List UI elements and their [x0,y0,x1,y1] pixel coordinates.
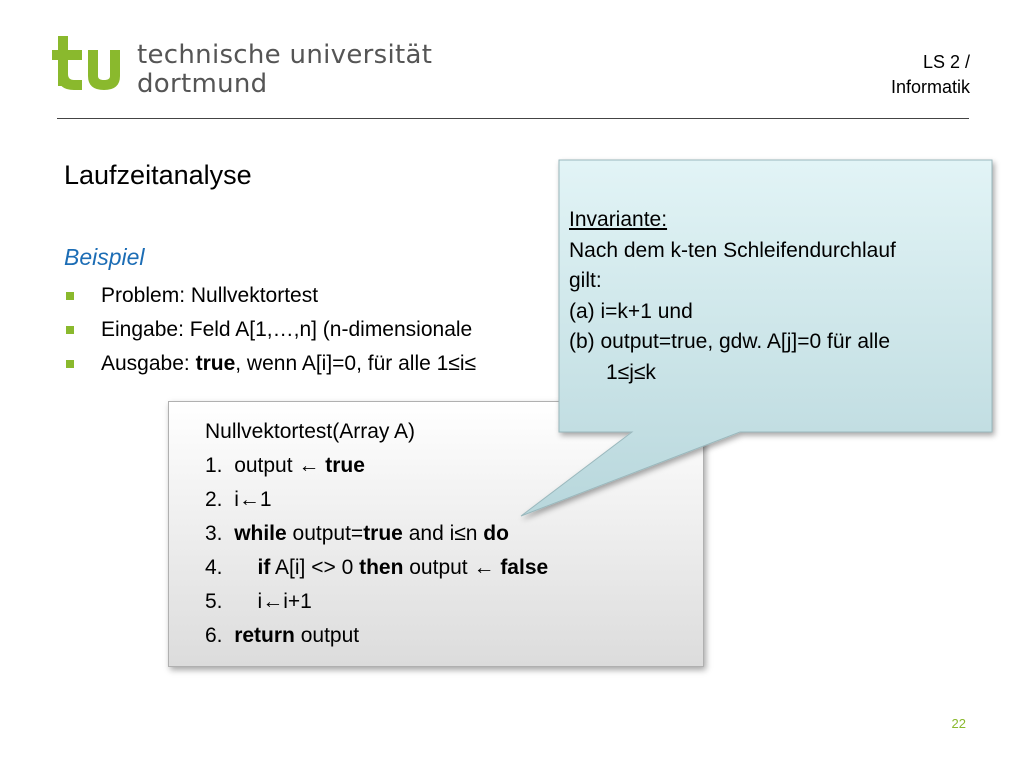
code-keyword: true [363,522,403,545]
callout-line-2: gilt: [569,269,602,292]
code-text: i←1 [234,488,272,511]
code-keyword: return [234,624,295,647]
line-number: 1. [205,454,235,477]
code-text: output ← [234,454,326,477]
code-keyword: true [325,454,365,477]
slide-title: Laufzeitanalyse [64,160,252,190]
code-text: output ← [403,556,501,579]
code-text: i←i+1 [257,590,312,613]
callout-line-5: 1≤j≤k [606,360,656,384]
university-name-line1: technische universität [137,40,433,70]
code-text: A[i] <> 0 [270,556,360,579]
bullet-text: Problem: Nullvektortest [101,284,319,307]
bullet-text-bold: true [195,352,236,375]
code-keyword: do [483,522,509,545]
bullet-text-prefix: Ausgabe: [101,352,196,375]
code-header: Nullvektortest(Array A) [205,420,416,443]
callout-heading: Invariante: [569,208,668,231]
bullet-text-suffix: , wenn A[i]=0, für alle 1≤i≤ [235,352,477,375]
page-number: 22 [951,716,966,731]
line-number: 2. [205,488,235,511]
chair-label-line2: Informatik [890,77,970,97]
bullet-text: Eingabe: Feld A[1,…,n] (n-dimensionale [101,318,473,341]
line-number: 5. [205,590,258,613]
callout-line-3: (a) i=k+1 und [569,299,693,323]
code-keyword: while [234,522,287,545]
chair-label-line1: LS 2 / [922,52,970,72]
code-text: output [294,624,360,647]
line-number: 3. [205,522,235,545]
slide-subtitle: Beispiel [64,244,145,270]
code-text: and i≤n [402,522,484,545]
code-keyword: then [359,556,404,579]
line-number: 6. [205,624,235,647]
line-number: 4. [205,556,258,579]
code-keyword: false [500,556,549,579]
university-name-line2: dortmund [137,69,268,99]
invariant-callout [569,205,979,388]
code-text: output= [286,522,364,545]
callout-line-4: (b) output=true, gdw. A[j]=0 für alle [569,330,891,353]
callout-line-1: Nach dem k-ten Schleifendurchlauf [569,238,896,262]
code-keyword: if [257,556,271,579]
